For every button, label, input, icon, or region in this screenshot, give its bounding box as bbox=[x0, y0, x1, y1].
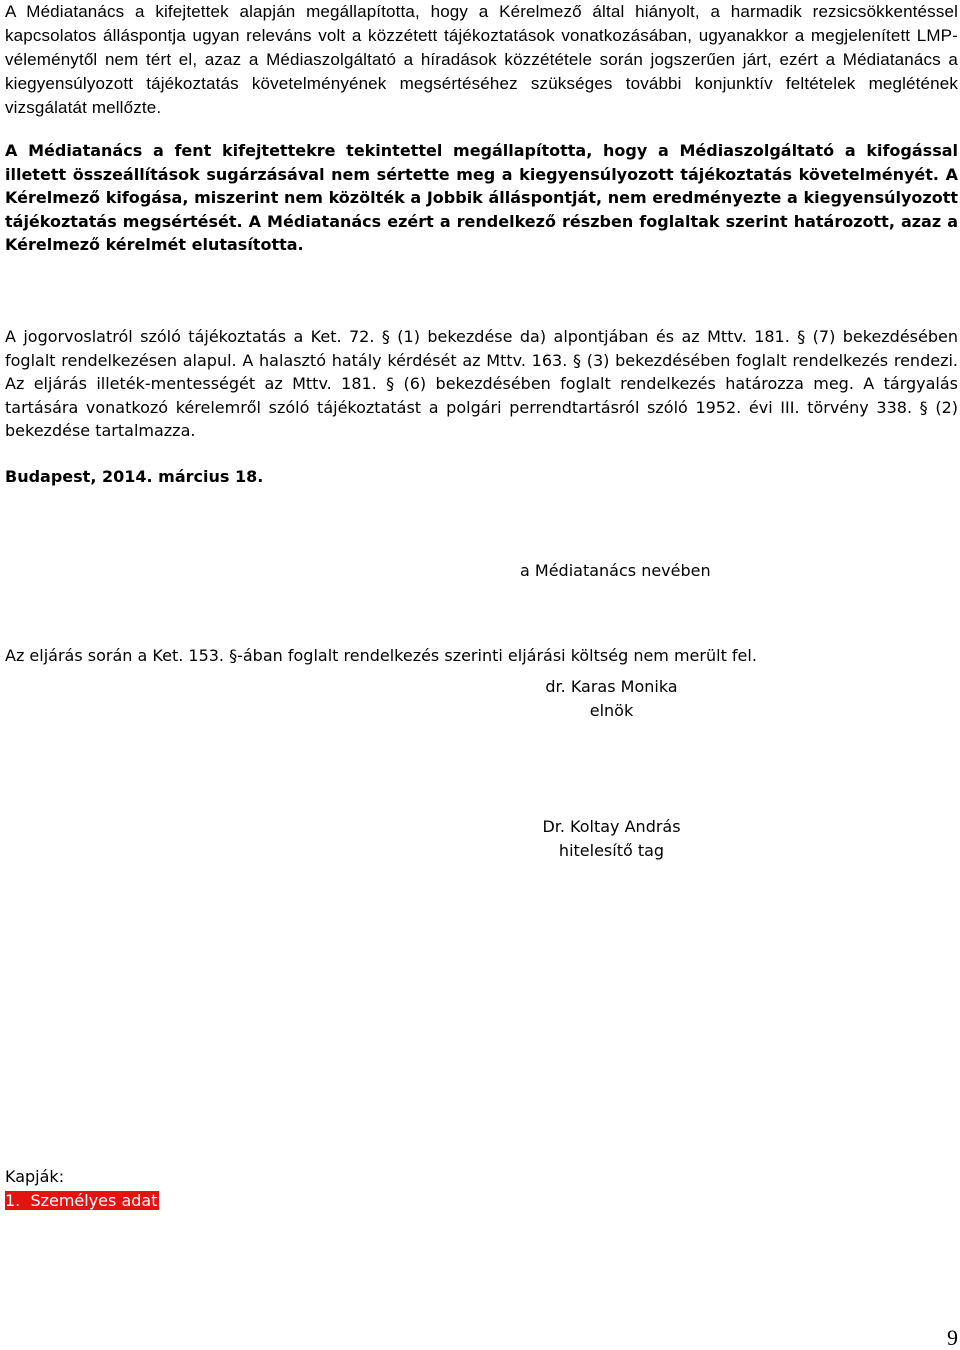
signer-1-title: elnök bbox=[589, 701, 634, 720]
paragraph-legal-remedy: A jogorvoslatról szóló tájékoztatás a Ket. 72. § (1) bekezdése da) alpontjában és az Mttv. 181. § (7) bekezdésében foglalt rendelkezésen alapul. A halasztó hatály kérdését az Mttv. 163. § (3) bekezdésében foglalt rendelkezés rendezi. Az eljárás illeték-mentességét az Mttv. 181. § (6) bekezdésében foglalt rendelkezés határozza meg. A tárgyalás tartására vonatkozó kérelemről szóló tájékoztatást a polgári perrendtartásról szóló 1952. évi III. törvény 338. § (2) bekezdése tartalmazza. bbox=[5, 327, 958, 440]
signer-1-name: dr. Karas Monika bbox=[545, 677, 678, 696]
signer-2-name: Dr. Koltay András bbox=[542, 817, 681, 836]
paragraph-costs: Az eljárás során a Ket. 153. §-ában foglalt rendelkezés szerinti eljárási költség nem merült fel. bbox=[5, 646, 757, 665]
paragraph-findings: A Médiatanács a kifejtettek alapján megállapította, hogy a Kérelmező által hiányolt, a harmadik rezsicsökkentéssel kapcsolatos álláspontja ugyan releváns volt a közzétett tájékoztatások vonatkozásában, ugyanakkor a megjelenített LMP-véleménytől nem tért el, azaz a Médiaszolgáltató a híradások közzététele során jogszerűen járt, ezért a Médiatanács a kiegyensúlyozott tájékoztatás követelményének megsértéséhez szükséges további konjunktív feltételek meglétének vizsgálatát mellőzte. bbox=[5, 2, 958, 117]
redacted-personal-data: 1. Személyes adat bbox=[5, 1191, 158, 1210]
on-behalf-line: a Médiatanács nevében bbox=[520, 561, 711, 580]
recipients-list bbox=[5, 1190, 159, 1212]
recipients-heading: Kapják: bbox=[5, 1167, 65, 1186]
signer-2-title: hitelesítő tag bbox=[558, 841, 665, 860]
place-date: Budapest, 2014. március 18. bbox=[5, 467, 264, 486]
page-number: 9 bbox=[947, 1325, 958, 1350]
paragraph-decision: A Médiatanács a fent kifejtettekre tekintettel megállapította, hogy a Médiaszolgáltató a kifogással illetett összeállítások sugárzásával nem sértette meg a kiegyensúlyozott tájékoztatás követelményét. A Kérelmező kifogása, miszerint nem közölték a Jobbik álláspontját, nem eredményezte a kiegyensúlyozott tájékoztatás megsértését. A Médiatanács ezért a rendelkező részben foglaltak szerint határozott, azaz a Kérelmező kérelmét elutasította. bbox=[5, 141, 958, 254]
